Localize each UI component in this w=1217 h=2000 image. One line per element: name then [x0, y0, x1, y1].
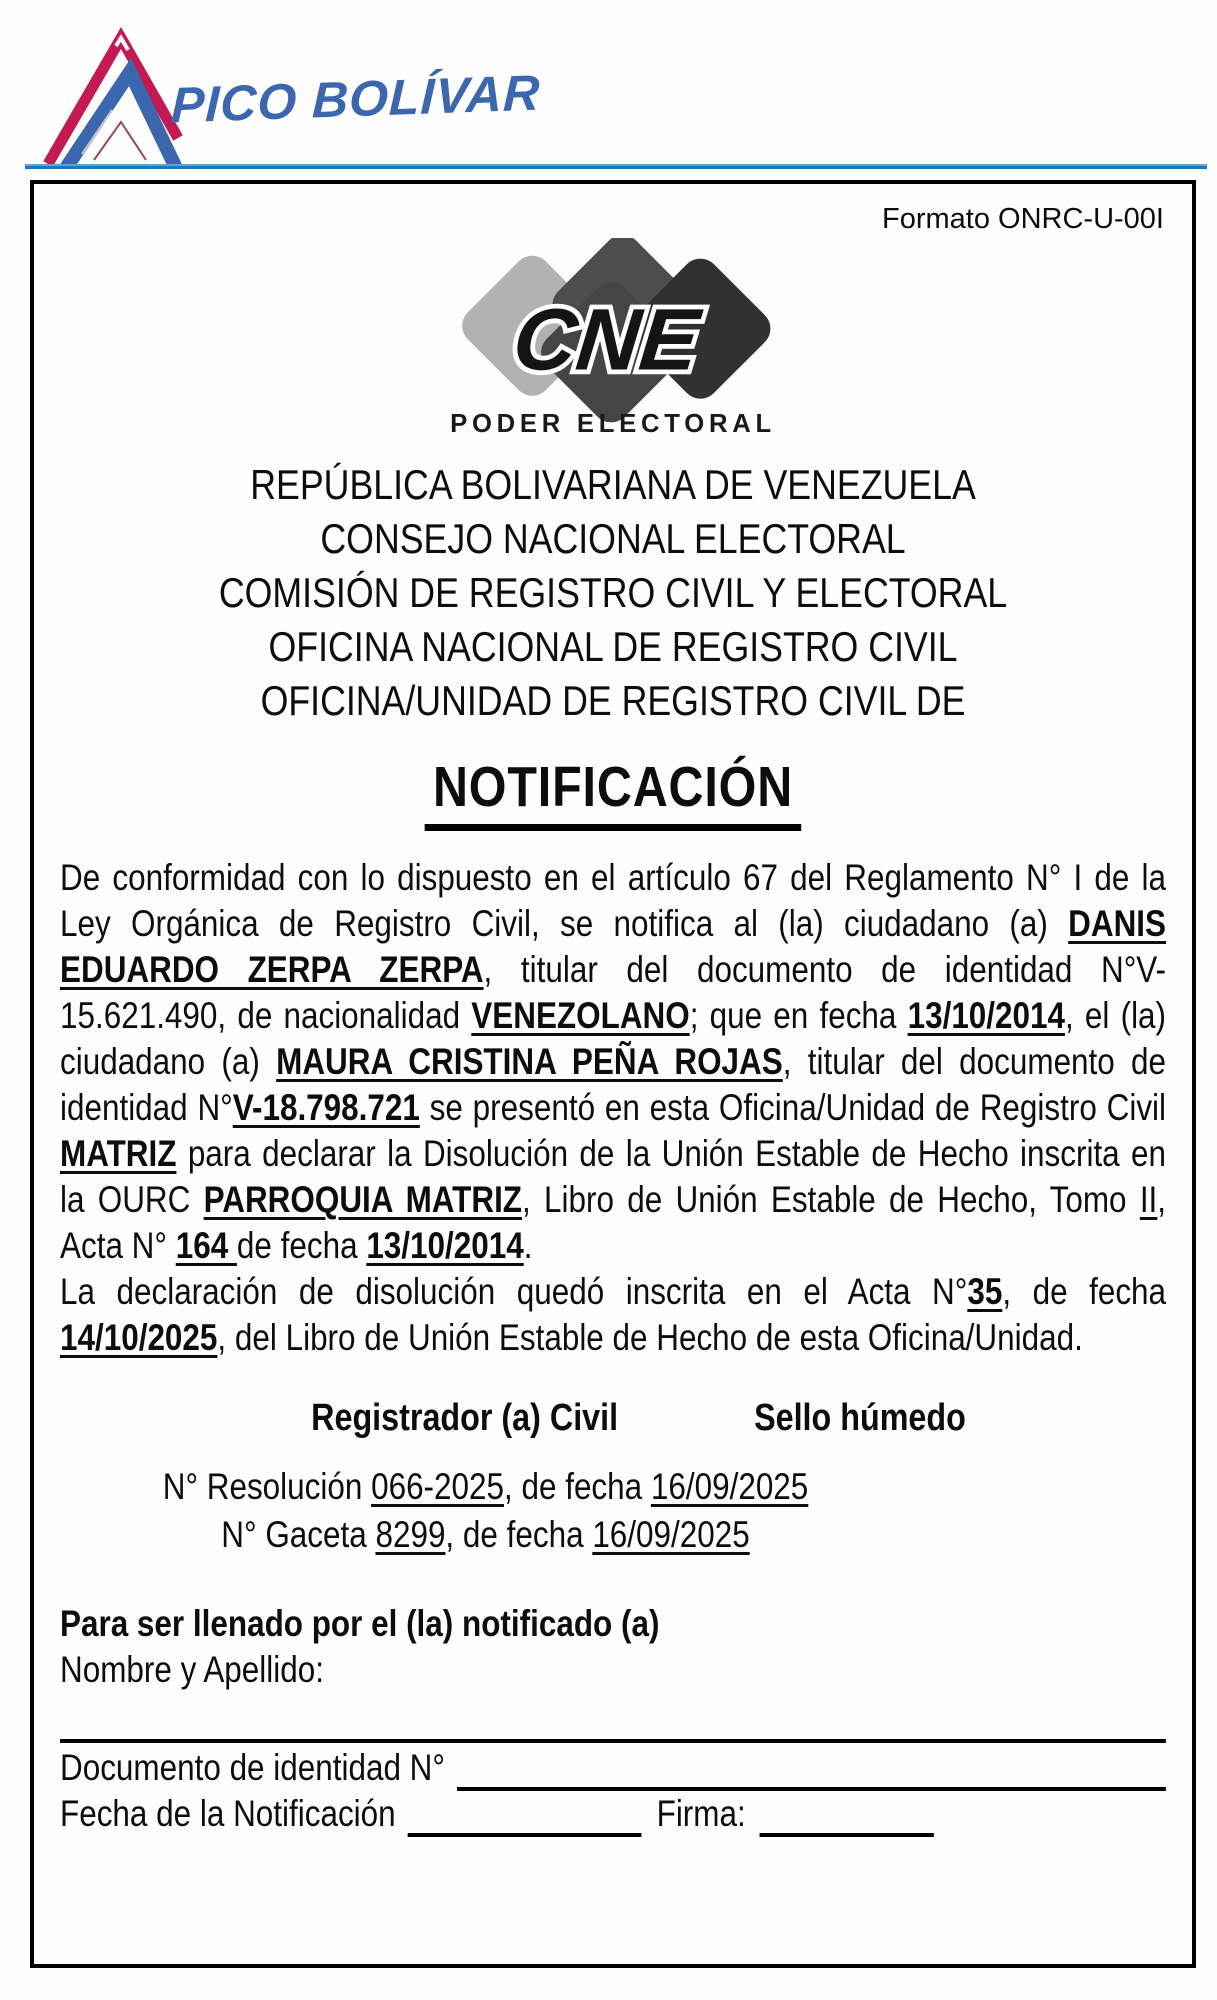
- format-label: Formato ONRC-U-00I: [882, 203, 1164, 235]
- name-fill-row: [60, 1727, 1166, 1743]
- brand-divider-rule: [25, 164, 1207, 169]
- fill-section-heading: Para ser llenado por el (la) notificado (a): [60, 1603, 660, 1644]
- letterhead-line: REPÚBLICA BOLIVARIANA DE VENEZUELA: [250, 461, 976, 508]
- date-signature-fill-row: [60, 1791, 1166, 1837]
- title-block: [60, 754, 1166, 831]
- signature-label: Firma:: [656, 1793, 746, 1834]
- notification-title: NOTIFICACIÓN: [424, 754, 801, 831]
- name-fill-line: [60, 1727, 1166, 1743]
- body-paragraph-1: De conformidad con lo dispuesto en el artículo 67 del Reglamento N° I de la Ley Orgánica de Registro Civil, se notifica al (la) ciudadano (a) DANIS EDUARDO ZERPA ZERPA, titular del documento de identidad N°V-15.621.490, de nacionalidad VENEZOLANO; que en fecha 13/10/2014, el (la) ciudadano (a) MAURA CRISTINA PEÑA ROJAS, titular del documento de identidad N°V-18.798.721 se presentó en esta Oficina/Unidad de Registro Civil MATRIZ para declarar la Disolución de la Unión Estable de Hecho inscrita en la OURC PARROQUIA MATRIZ, Libro de Unión Estable de Hecho, Tomo II, Acta N° 164 de fecha 13/10/2014.: [60, 857, 1167, 1266]
- letterhead-line: OFICINA/UNIDAD DE REGISTRO CIVIL DE: [260, 677, 966, 724]
- doc-id-fill-row: [60, 1745, 1166, 1791]
- date-label: Fecha de la Notificación: [60, 1793, 396, 1834]
- cne-subtitle: PODER ELECTORAL: [450, 410, 776, 439]
- cne-acronym: CNE: [508, 290, 704, 389]
- document-frame: [30, 180, 1196, 1968]
- body-paragraph-2: La declaración de disolución quedó inscrita en el Acta N°35, de fecha 14/10/2025, del Libro de Unión Estable de Hecho de esta Oficina/Unidad.: [60, 1271, 1167, 1358]
- resolution-line: N° Resolución 066-2025, de fecha 16/09/2025: [162, 1466, 809, 1507]
- letterhead: [60, 458, 1166, 728]
- officials-row: [60, 1395, 1166, 1441]
- resolution-block: [60, 1463, 1166, 1559]
- name-label: Nombre y Apellido:: [60, 1649, 324, 1690]
- date-fill-line: [408, 1795, 642, 1837]
- cne-logo: [60, 238, 1166, 448]
- signature-fill-line: [759, 1795, 933, 1837]
- gaceta-line: N° Gaceta 8299, de fecha 16/09/2025: [221, 1514, 750, 1555]
- letterhead-line: OFICINA NACIONAL DE REGISTRO CIVIL: [268, 623, 958, 670]
- brand-name: PICO BOLÍVAR: [170, 64, 542, 134]
- registrar-label: Registrador (a) Civil: [311, 1397, 619, 1439]
- doc-id-label: Documento de identidad N°: [60, 1747, 445, 1788]
- seal-label: Sello húmedo: [754, 1397, 966, 1439]
- cne-electoral-logo-icon: [442, 238, 784, 443]
- pico-bolivar-logo: [42, 26, 540, 166]
- body-text: [60, 855, 1166, 1361]
- doc-id-fill-line: [457, 1749, 1166, 1791]
- letterhead-line: COMISIÓN DE REGISTRO CIVIL Y ELECTORAL: [218, 569, 1008, 616]
- letterhead-line: CONSEJO NACIONAL ELECTORAL: [320, 515, 906, 562]
- fill-in-section: [60, 1601, 1166, 1837]
